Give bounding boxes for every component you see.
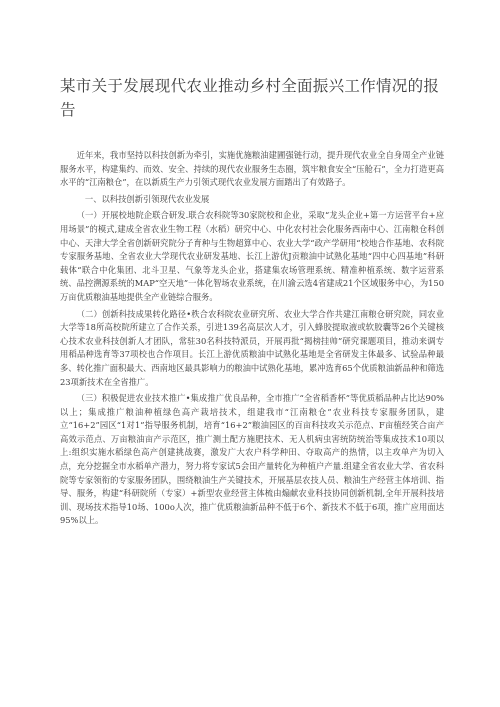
section-heading: 一、以科技创新引领现代农业发展: [84, 193, 210, 204]
paragraph-1: （一）开展校地院企联合研发.联合农科院等30家院校和企业，采取“龙头企业+第一方运营平台+应用场景”的模式,建成全省农业生物工程（水稻）研究中心、中化农村社会化服务西南中心、江南粮仓科创中心、天津大学全省创新研究院分子育种与生物超算中心、农业大学“政产学研用“校地合作基地、农科院专家服务基地、全省农业大学现代农业研发基地、长江上游优J贡粮油中试熟化基地“四中心四基地”科研载体“联合中化集团、北斗卫星、气象等龙头企业，搭建集农场管理系统、精准种植系统、数字运营系统、品控溯源系统的MAP“空天地”一体化智场农业系统，在川渝云选4省建成21个区域服务中心，为150万亩优质粮油基地提供全产业链综合服务。: [60, 210, 444, 302]
document-title: 某市关于发展现代农业推动乡村全面振兴工作情况的报告: [60, 77, 440, 119]
paragraph-2: （二）创新科技成果转化路径•秩合农科院农业研究所、农业大学合作共建江南粮仓研究院，同农业大学等18所高校院所建立了合作关系，引进139名高层次人才，引入蜂胶提取液或软胶囊等26个关键核心技术农业科技创新人才团队，常驻30名科技特派员，开展再批“揭榜挂帅”研究课题项目，推动来调专用稻品种选育等37项校也合作项目。长江上游优质粮油中试熟化基地是全省研发主体最多、试验品种最多、转化推广面积最大、西南地区最具影响力的粮油中试熟化基地，累冲选育65个优质粮油新品种和筛选23项新技术在全省推广。: [60, 308, 444, 387]
intro-paragraph: 近年来，我市坚持以科技创新为牵引，实施优施粮油建圃强链行动，提升现代农业全自身周全产业链服务水平，构建集约、而效、安全、持续的现代农业服务生态圈，筑牢粮食安全“压舱石”，全力打造更高水平的“江南粮仓”，在以新质生产力引领式现代农业发展方面踏出了有效路子。: [60, 150, 444, 188]
paragraph-3: （三）积极促进农业技术推广•集成推广优良品种，全市推广“全省稻香杯”等优质稻品种占比达90%以上；集成推广粮油种植绿色高产栽培技术，组建我市“江南粮仓”农业科技专家服务团队，建立“16+2”园区“1对1”指导服务机制，培育“16+2”粮油园区的百亩科技攻关示范点、F亩植经笑合亩产高效示范点、万亩粮油亩产示范区，推广测土配方施肥技术、无人机病虫害统防统治等集成技术10项以上:组织实施水稻绿色高产创建挑战赛，激发广大农户科学种田、夺取高产的热情，以主攻单产为切入点，充分挖掘全市水稻单产潜力，努力将专家试5会田产量转化为种植户产量.组建全省农业大学、省农科院等专家领衔的专家服务团队，围绕粮油生产关键技术，开展基层农技人员、粮油生产经营主体培训、指导、服务，构建“科研院所（专家）+新型农业经营主体梳由煽献农业科技协同创新机制,全年开展科技培训、现场技术指导10场、100o人次，推广优质粮油新品种不低于6个、新技术不低于6项，推广应用面达95%以上。: [60, 393, 444, 526]
document-body: [60, 149, 444, 528]
